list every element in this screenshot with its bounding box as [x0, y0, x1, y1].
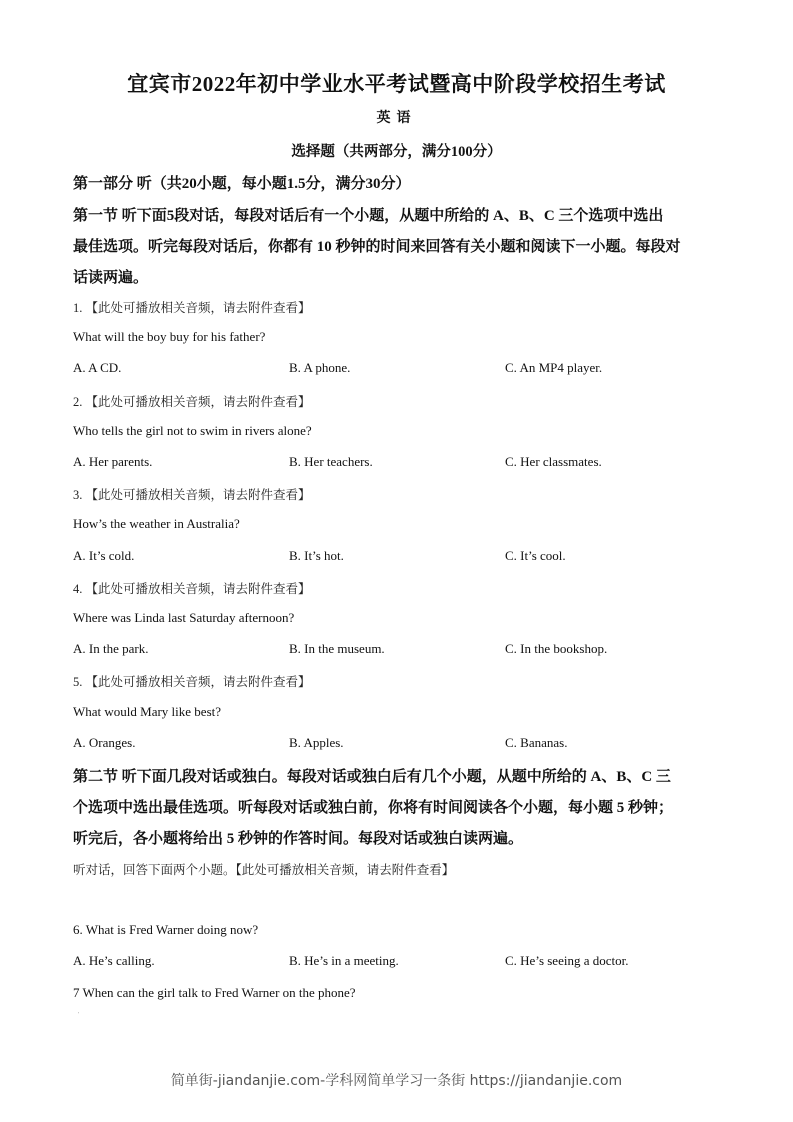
section1-instruction-line: 最佳选项。听完每段对话后，你都有 10 秒钟的时间来回答有关小题和阅读下一小题。每段对 [73, 239, 681, 255]
option-b: B. He’s in a meeting. [289, 953, 399, 968]
option-b: B. Apples. [289, 735, 344, 750]
question-text: Who tells the girl not to swim in rivers alone? [73, 423, 312, 438]
option-a: A. Her parents. [73, 454, 153, 469]
option-b: B. Her teachers. [289, 454, 373, 469]
option-c: C. He’s seeing a doctor. [505, 953, 629, 968]
option-c: C. In the bookshop. [505, 641, 608, 656]
dialogue-audio-note[interactable]: 听对话，回答下面两个小题。【此处可播放相关音频，请去附件查看】 [73, 863, 455, 877]
option-b: B. It’s hot. [289, 548, 344, 563]
stray-mark: ' [78, 1012, 80, 1018]
audio-note[interactable]: 5. 【此处可播放相关音频，请去附件查看】 [73, 675, 311, 689]
option-c: C. Her classmates. [505, 454, 602, 469]
option-a: A. Oranges. [73, 735, 136, 750]
question-text: What will the boy buy for his father? [73, 329, 266, 344]
option-a: A. He’s calling. [73, 953, 155, 968]
question-text: Where was Linda last Saturday afternoon? [73, 610, 295, 625]
option-b: B. In the museum. [289, 641, 385, 656]
watermark-footer: 简单街-jiandanjie.com-学科网简单学习一条街 https://jiandanjie.com [170, 1073, 623, 1089]
section1-instruction-line: 第一节 听下面5段对话，每段对话后有一个小题，从题中所给的 A、B、C 三个选项中选出 [73, 208, 664, 224]
section2-instruction-line: 听完后，各小题将给出 5 秒钟的作答时间。每段对话或独白读两遍。 [73, 831, 524, 847]
option-a: A. A CD. [73, 360, 122, 375]
question-6-text: 6. What is Fred Warner doing now? [73, 922, 259, 937]
option-c: C. An MP4 player. [505, 360, 603, 375]
section2-instruction-line: 个选项中选出最佳选项。听每段对话或独白前，你将有时间阅读各个小题，每小题 5 秒钟； [73, 800, 674, 816]
section2-instruction-line: 第二节 听下面几段对话或独白。每段对话或独白后有几个小题，从题中所给的 A、B、C 三 [73, 769, 671, 785]
option-a: A. In the park. [73, 641, 149, 656]
option-a: A. It’s cold. [73, 548, 135, 563]
option-c: C. Bananas. [505, 735, 568, 750]
section-header: 选择题（共两部分，满分100分） [291, 144, 502, 160]
part1-header: 第一部分 听（共20小题，每小题1.5分，满分30分） [73, 176, 411, 192]
option-c: C. It’s cool. [505, 548, 566, 563]
option-b: B. A phone. [289, 360, 351, 375]
section1-instruction-line: 话读两遍。 [73, 270, 149, 286]
audio-note[interactable]: 3. 【此处可播放相关音频，请去附件查看】 [73, 488, 311, 502]
audio-note[interactable]: 1. 【此处可播放相关音频，请去附件查看】 [73, 301, 311, 315]
exam-title: 宜宾市2022年初中学业水平考试暨高中阶段学校招生考试 [127, 72, 666, 96]
question-text: How’s the weather in Australia? [73, 516, 240, 531]
question-text: What would Mary like best? [73, 704, 222, 719]
audio-note[interactable]: 2. 【此处可播放相关音频，请去附件查看】 [73, 395, 311, 409]
exam-subject: 英语 [376, 111, 417, 126]
question-7-text: 7 When can the girl talk to Fred Warner on the phone? [73, 985, 356, 1000]
audio-note[interactable]: 4. 【此处可播放相关音频，请去附件查看】 [73, 582, 311, 596]
